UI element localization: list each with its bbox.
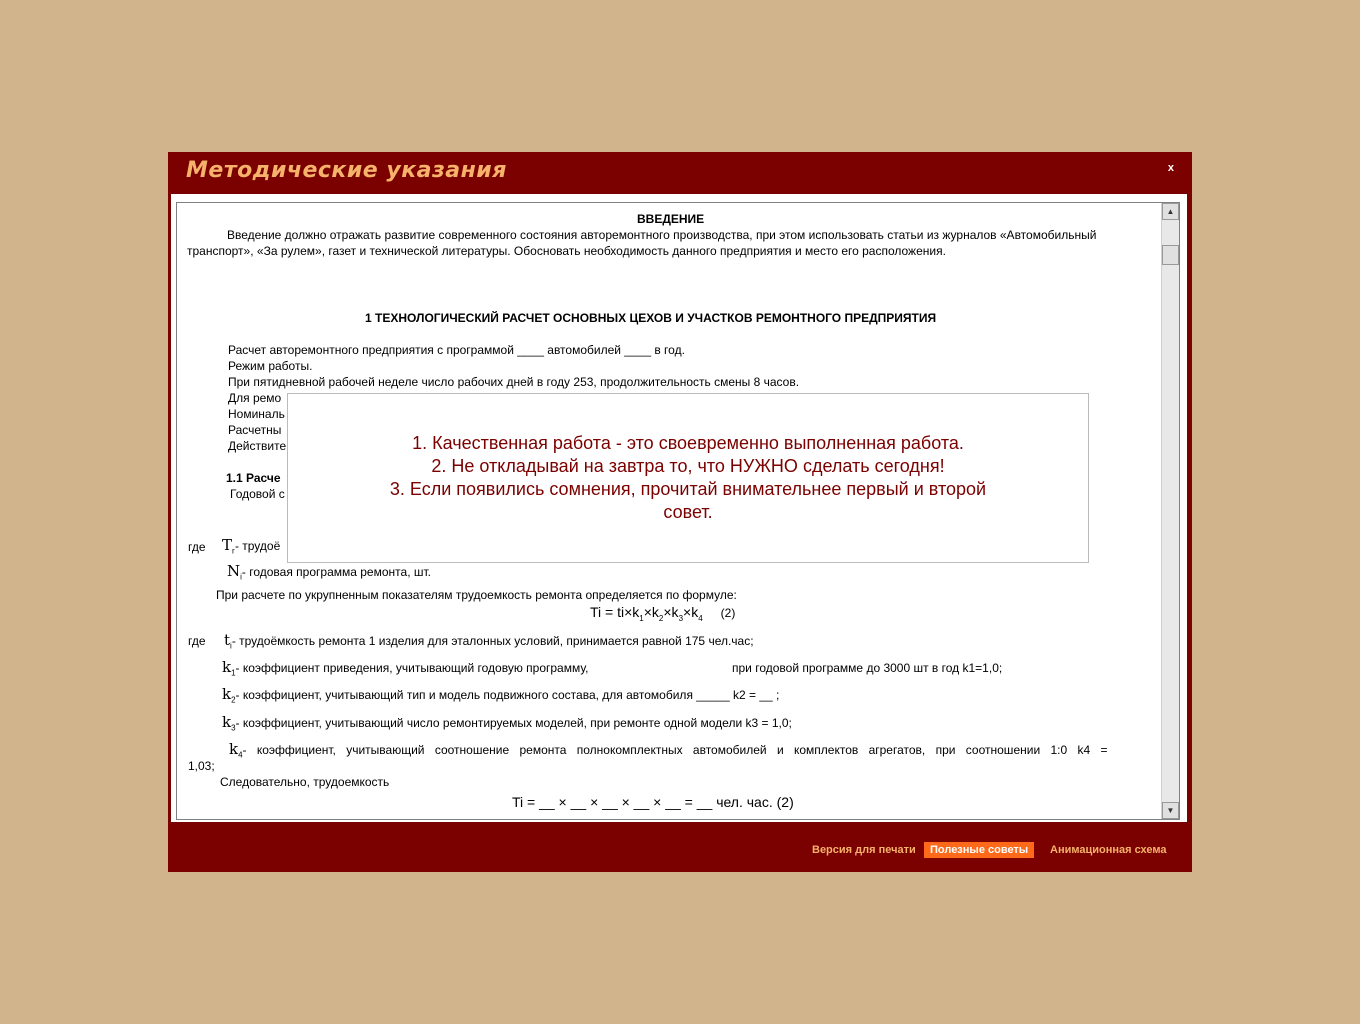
text-line: Номиналь [228,407,285,421]
k1-term: $k_1-$ коэффициент приведения, учитывающий годовую программу, [222,658,589,678]
ni-term: $N_i-$ годовая программа ремонта, шт. [227,562,431,582]
tips-popup [287,393,1089,563]
animation-scheme-link[interactable]: Анимационная схема [1050,844,1167,856]
tip-3: 3. Если появились сомнения, прочитай внимательнее первый и второй [389,479,987,499]
k4-term: $k_4-$ коэффициент, учитывающий соотношение ремонта полнокомплектных автомобилей и комплектов агрегатов, при соотношении 1:0 k4 = [229,740,1108,760]
where-label: где [188,634,206,648]
intro-text-line-2: транспорт», «За рулем», газет и технической литературы. Обосновать необходимость данного предприятия и место его расположения. [187,244,946,258]
footer-bar [168,840,1192,872]
text-line: Действите [228,439,287,453]
where-label: где [188,540,206,554]
tg-term: $T_г-$ трудоё [222,536,281,556]
k3-term: $k_3-$ коэффициент, учитывающий число ремонтируемых моделей, при ремонте одной модели k3 = 1,0; [222,713,792,733]
formula-2: $Ti = ti\times k_1\times k_2\times k_3\times k_4$ (2) [590,604,736,623]
intro-text-line-1: Введение должно отражать развитие современного состояния авторемонтного производства, при этом использовать статьи из журналов «Автомобильный [227,228,1097,242]
intro-heading: ВВЕДЕНИЕ [637,212,705,226]
k2-term: $k_2-$ коэффициент, учитывающий тип и модель подвижного состава, для автомобиля _____ k2 = __ ; [222,685,780,705]
text-line: Годовой с [230,487,285,501]
text-line: Следовательно, трудоемкость [220,775,390,789]
subsection-1-1-heading: 1.1 Расче [226,471,281,485]
tip-1: 1. Качественная работа - это своевременно выполненная работа. [412,433,964,453]
useful-tips-link[interactable]: Полезные советы [924,842,1034,858]
text-line: При пятидневной рабочей неделе число рабочих дней в году 253, продолжительность смены 8 часов. [228,375,800,389]
text-line: Режим работы. [228,359,313,373]
k1-value: при годовой программе до 3000 шт в год k1=1,0; [732,661,1003,675]
tip-2: 2. Не откладывай на завтра то, что НУЖНО сделать сегодня! [431,456,945,476]
text-line: При расчете по укрупненным показателям трудоемкость ремонта определяется по формуле: [216,588,737,602]
k4-continued: 1,03; [188,759,215,773]
text-line: Расчет авторемонтного предприятия с программой ____ автомобилей ____ в год. [228,343,685,357]
window-title: Методические указания [186,158,507,183]
scroll-down-icon[interactable]: ▼ [1162,802,1179,819]
scroll-up-icon[interactable]: ▲ [1162,203,1179,220]
scrollbar-thumb[interactable] [1162,245,1179,265]
vertical-scrollbar[interactable] [1161,203,1179,819]
tip-3-continued: совет. [663,502,713,522]
section-1-heading: 1 ТЕХНОЛОГИЧЕСКИЙ РАСЧЕТ ОСНОВНЫХ ЦЕХОВ И УЧАСТКОВ РЕМОНТНОГО ПРЕДПРИЯТИЯ [365,311,937,325]
close-icon[interactable]: x [1167,162,1174,174]
text-line: Расчетны [228,423,282,437]
print-version-link[interactable]: Версия для печати [812,844,916,856]
tips-text [288,432,1088,524]
formula-final: Ti = __ × __ × __ × __ × __ = __ чел. час. (2) [512,794,794,810]
ti-term: $t_i-$ трудоёмкость ремонта 1 изделия для эталонных условий, принимается равной 175 чел.час; [224,631,754,651]
text-line: Для ремо [228,391,282,405]
